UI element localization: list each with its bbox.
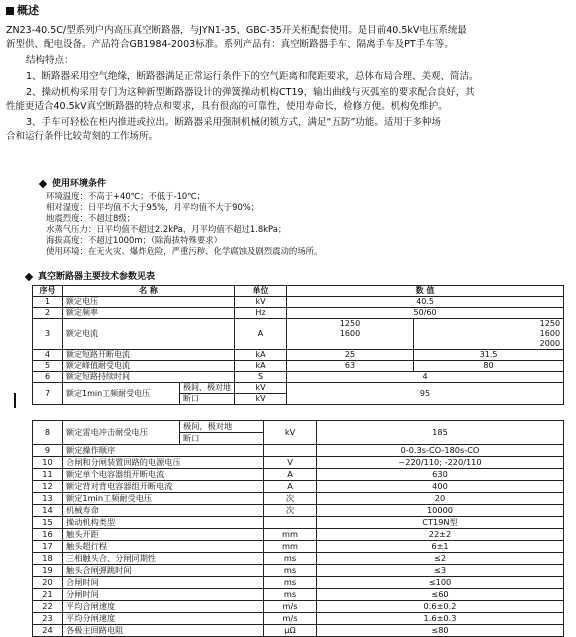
row-no: 23: [33, 613, 63, 625]
row-no: 4: [33, 350, 63, 361]
row-value: 400: [317, 481, 564, 493]
env-temperature: 环境温度：不高于+40℃；不低于-10℃；: [46, 191, 206, 201]
row-unit: ms: [264, 553, 317, 565]
row-value-a: 63: [287, 361, 414, 372]
table-row: [33, 553, 564, 565]
row-subname: 极间、极对地: [180, 383, 235, 394]
row-no: 10: [33, 457, 63, 469]
row-value: 50/60: [287, 308, 564, 319]
env-altitude: 海拔高度：不超过1000m；（除海拔特殊要求）: [46, 235, 223, 245]
row-no: 17: [33, 541, 63, 553]
row-value-a: 1600: [287, 329, 414, 339]
row-unit: kV: [235, 297, 287, 308]
feature-2-line1: 2、操动机构采用专门为这种新型断路器设计的弹簧操动机构CT19，输出曲线与灭弧室的要求配合良好，其: [26, 87, 475, 98]
spec-table-part2: [32, 420, 564, 637]
table-row: [33, 421, 564, 433]
table-row: [33, 350, 564, 361]
table-row: [33, 457, 564, 469]
row-value: 20: [317, 493, 564, 505]
row-unit: kA: [235, 350, 287, 361]
row-name: 额定1min工频耐受电压: [63, 383, 180, 405]
row-unit: kV: [235, 394, 287, 405]
row-no: 3: [33, 319, 63, 350]
row-name: 额定电流: [63, 319, 235, 350]
row-value: ≤2: [317, 553, 564, 565]
env-seismic: 地震烈度：不超过8级；: [46, 213, 136, 223]
row-value: 95: [287, 383, 564, 405]
feature-2-line2: 性能更适合40.5kV真空断路器的特点和要求，具有很高的可靠性，使用寿命长，检修方便。机构免维护。: [6, 101, 448, 112]
row-value: 630: [317, 469, 564, 481]
row-name: 平均合闸速度: [63, 601, 264, 613]
row-no: 21: [33, 589, 63, 601]
col-header-unit: 单位: [235, 286, 287, 297]
table-row: [33, 625, 564, 637]
overview-para1-line2: 新型供、配电设备。产品符合GB1984-2003标准。系列产品有：真空断路器手车、隔离手车及PT手车等。: [6, 39, 454, 50]
square-bullet-icon: [6, 7, 14, 15]
row-name: 额定电压: [63, 297, 235, 308]
table-row: [33, 361, 564, 372]
row-name: 合闸和分闸装置回路的电源电压: [63, 457, 264, 469]
row-name: 触头开距: [63, 529, 264, 541]
row-value: 10000: [317, 505, 564, 517]
row-value-b: 1250: [414, 319, 564, 330]
col-header-value: 数 值: [287, 286, 564, 297]
spec-table-part1: [32, 285, 564, 405]
row-value: 0-0.3s-CO-180s-CO: [317, 445, 564, 457]
row-name: 触头超行程: [63, 541, 264, 553]
table-row: [33, 308, 564, 319]
row-value: 1.6±0.3: [317, 613, 564, 625]
row-name: 额定操作顺序: [63, 445, 264, 457]
row-value: 4: [287, 372, 564, 383]
env-usage: 使用环境：在无火灾、爆炸危险，严重污秽、化学腐蚀及剧烈震动的场所。: [46, 246, 323, 256]
row-unit: ms: [264, 577, 317, 589]
diamond-bullet-icon: [25, 272, 33, 280]
row-no: 18: [33, 553, 63, 565]
row-value-b: 80: [414, 361, 564, 372]
row-unit: A: [264, 469, 317, 481]
row-no: 12: [33, 481, 63, 493]
table-row: [33, 505, 564, 517]
col-header-no: 序号: [33, 286, 63, 297]
env-humidity: 相对湿度：日平均值不大于95%，月平均值不大于90%；: [46, 202, 260, 212]
table-row: [33, 383, 564, 394]
table-row: [33, 297, 564, 308]
row-value: 22±2: [317, 529, 564, 541]
table-row: [33, 372, 564, 383]
table-row: [33, 529, 564, 541]
features-title: 结构特点：: [26, 55, 74, 66]
row-no: 7: [33, 383, 63, 405]
row-no: 22: [33, 601, 63, 613]
row-no: 9: [33, 445, 63, 457]
row-unit: μΩ: [264, 625, 317, 637]
row-unit: A: [264, 481, 317, 493]
table-row: [33, 319, 564, 330]
row-unit: [264, 445, 317, 457]
row-no: 13: [33, 493, 63, 505]
row-unit: kV: [264, 421, 317, 445]
environment-heading-text: 使用环境条件: [52, 179, 107, 189]
row-value: CT19N型: [317, 517, 564, 529]
row-name: 平均分闸速度: [63, 613, 264, 625]
row-name: 额定雷电冲击耐受电压: [63, 421, 180, 445]
feature-3-line2: 合和运行条件比较苛刻的工作场所。: [6, 131, 159, 142]
table-row: [33, 481, 564, 493]
overview-heading: [6, 4, 39, 18]
row-no: 8: [33, 421, 63, 445]
row-subname: 断口: [180, 433, 264, 445]
col-header-name: 名 称: [63, 286, 235, 297]
row-name: 额定单个电容器组开断电流: [63, 469, 264, 481]
row-value-b: 1600: [414, 329, 564, 339]
row-no: 5: [33, 361, 63, 372]
table-row: [33, 517, 564, 529]
row-no: 11: [33, 469, 63, 481]
row-unit: [264, 517, 317, 529]
row-name: 触头合闸弹跳时间: [63, 565, 264, 577]
row-name: 额定短路开断电流: [63, 350, 235, 361]
row-name: 操动机构类型: [63, 517, 264, 529]
table-heading: [26, 269, 155, 282]
row-unit: 次: [264, 505, 317, 517]
diamond-bullet-icon: [39, 179, 47, 187]
row-no: 16: [33, 529, 63, 541]
row-unit: mm: [264, 541, 317, 553]
row-unit: m/s: [264, 613, 317, 625]
table-row: [33, 493, 564, 505]
table-row: [33, 445, 564, 457]
row-value: ≤100: [317, 577, 564, 589]
row-name: 额定短路持续时间: [63, 372, 235, 383]
row-unit: ms: [264, 589, 317, 601]
row-value: ~220/110; -220/110: [317, 457, 564, 469]
table-header-row: [33, 286, 564, 297]
row-name: 额定背对背电容器组开断电流: [63, 481, 264, 493]
table-row: [33, 565, 564, 577]
row-name: 机械寿命: [63, 505, 264, 517]
row-subname: 断口: [180, 394, 235, 405]
overview-heading-text: 概述: [17, 4, 39, 17]
row-name: 额定峰值耐受电流: [63, 361, 235, 372]
row-no: 14: [33, 505, 63, 517]
row-value-a: 1250: [287, 319, 414, 330]
table-row: [33, 469, 564, 481]
row-value: ≤3: [317, 565, 564, 577]
row-no: 2: [33, 308, 63, 319]
table-row: [33, 577, 564, 589]
row-name: 三相触头合、分闸同期性: [63, 553, 264, 565]
row-unit: m/s: [264, 601, 317, 613]
table-body: [33, 445, 564, 637]
table-heading-text: 真空断路器主要技术参数见表: [38, 272, 156, 282]
row-value: 0.6±0.2: [317, 601, 564, 613]
row-value: 40.5: [287, 297, 564, 308]
feature-1: 1、断路器采用空气绝缘，断路器满足正常运行条件下的空气距离和爬距要求，总体布局合理、美观、简洁。: [26, 71, 479, 82]
environment-list: [46, 191, 322, 257]
table-row: [33, 541, 564, 553]
row-unit: ms: [264, 565, 317, 577]
row-unit: 次: [264, 493, 317, 505]
margin-mark: [14, 393, 16, 408]
row-unit: S: [235, 372, 287, 383]
env-vapor-pressure: 水蒸气压力：日平均值不超过2.2kPa，月平均值不超过1.8kPa；: [46, 224, 287, 234]
row-unit: kV: [235, 383, 287, 394]
row-name: 分闸时间: [63, 589, 264, 601]
table-row: [33, 601, 564, 613]
row-unit: V: [264, 457, 317, 469]
row-value-b: 2000: [414, 339, 564, 350]
table-row: [33, 613, 564, 625]
row-value: ≤80: [317, 625, 564, 637]
row-value-a: 25: [287, 350, 414, 361]
row-unit: kA: [235, 361, 287, 372]
row-name: 各极主回路电阻: [63, 625, 264, 637]
row-no: 15: [33, 517, 63, 529]
row-no: 1: [33, 297, 63, 308]
row-value: 6±1: [317, 541, 564, 553]
row-unit: mm: [264, 529, 317, 541]
row-name: 合闸时间: [63, 577, 264, 589]
row-subname: 极间，极对地: [180, 421, 264, 433]
row-value-b: 31.5: [414, 350, 564, 361]
environment-heading: [40, 176, 106, 189]
row-no: 6: [33, 372, 63, 383]
overview-para1-line1: ZN23-40.5C/型系列户内高压真空断路器，与JYN1-35、GBC-35开关柜配套使用。是目前40.5kV电压系统最: [6, 25, 467, 36]
row-no: 24: [33, 625, 63, 637]
feature-3-line1: 3、手车可轻松在柜内推进或拉出。断路器采用强制机械闭锁方式，满足“五防”功能。适用于多种场: [26, 117, 441, 128]
row-value-a-empty: [287, 339, 414, 350]
table-row: [33, 589, 564, 601]
row-name: 额定1min工频耐受电压: [63, 493, 264, 505]
row-unit: A: [235, 319, 287, 350]
row-value: 185: [317, 421, 564, 445]
row-value: ≤60: [317, 589, 564, 601]
row-name: 额定频率: [63, 308, 235, 319]
row-no: 20: [33, 577, 63, 589]
row-unit: Hz: [235, 308, 287, 319]
row-no: 19: [33, 565, 63, 577]
